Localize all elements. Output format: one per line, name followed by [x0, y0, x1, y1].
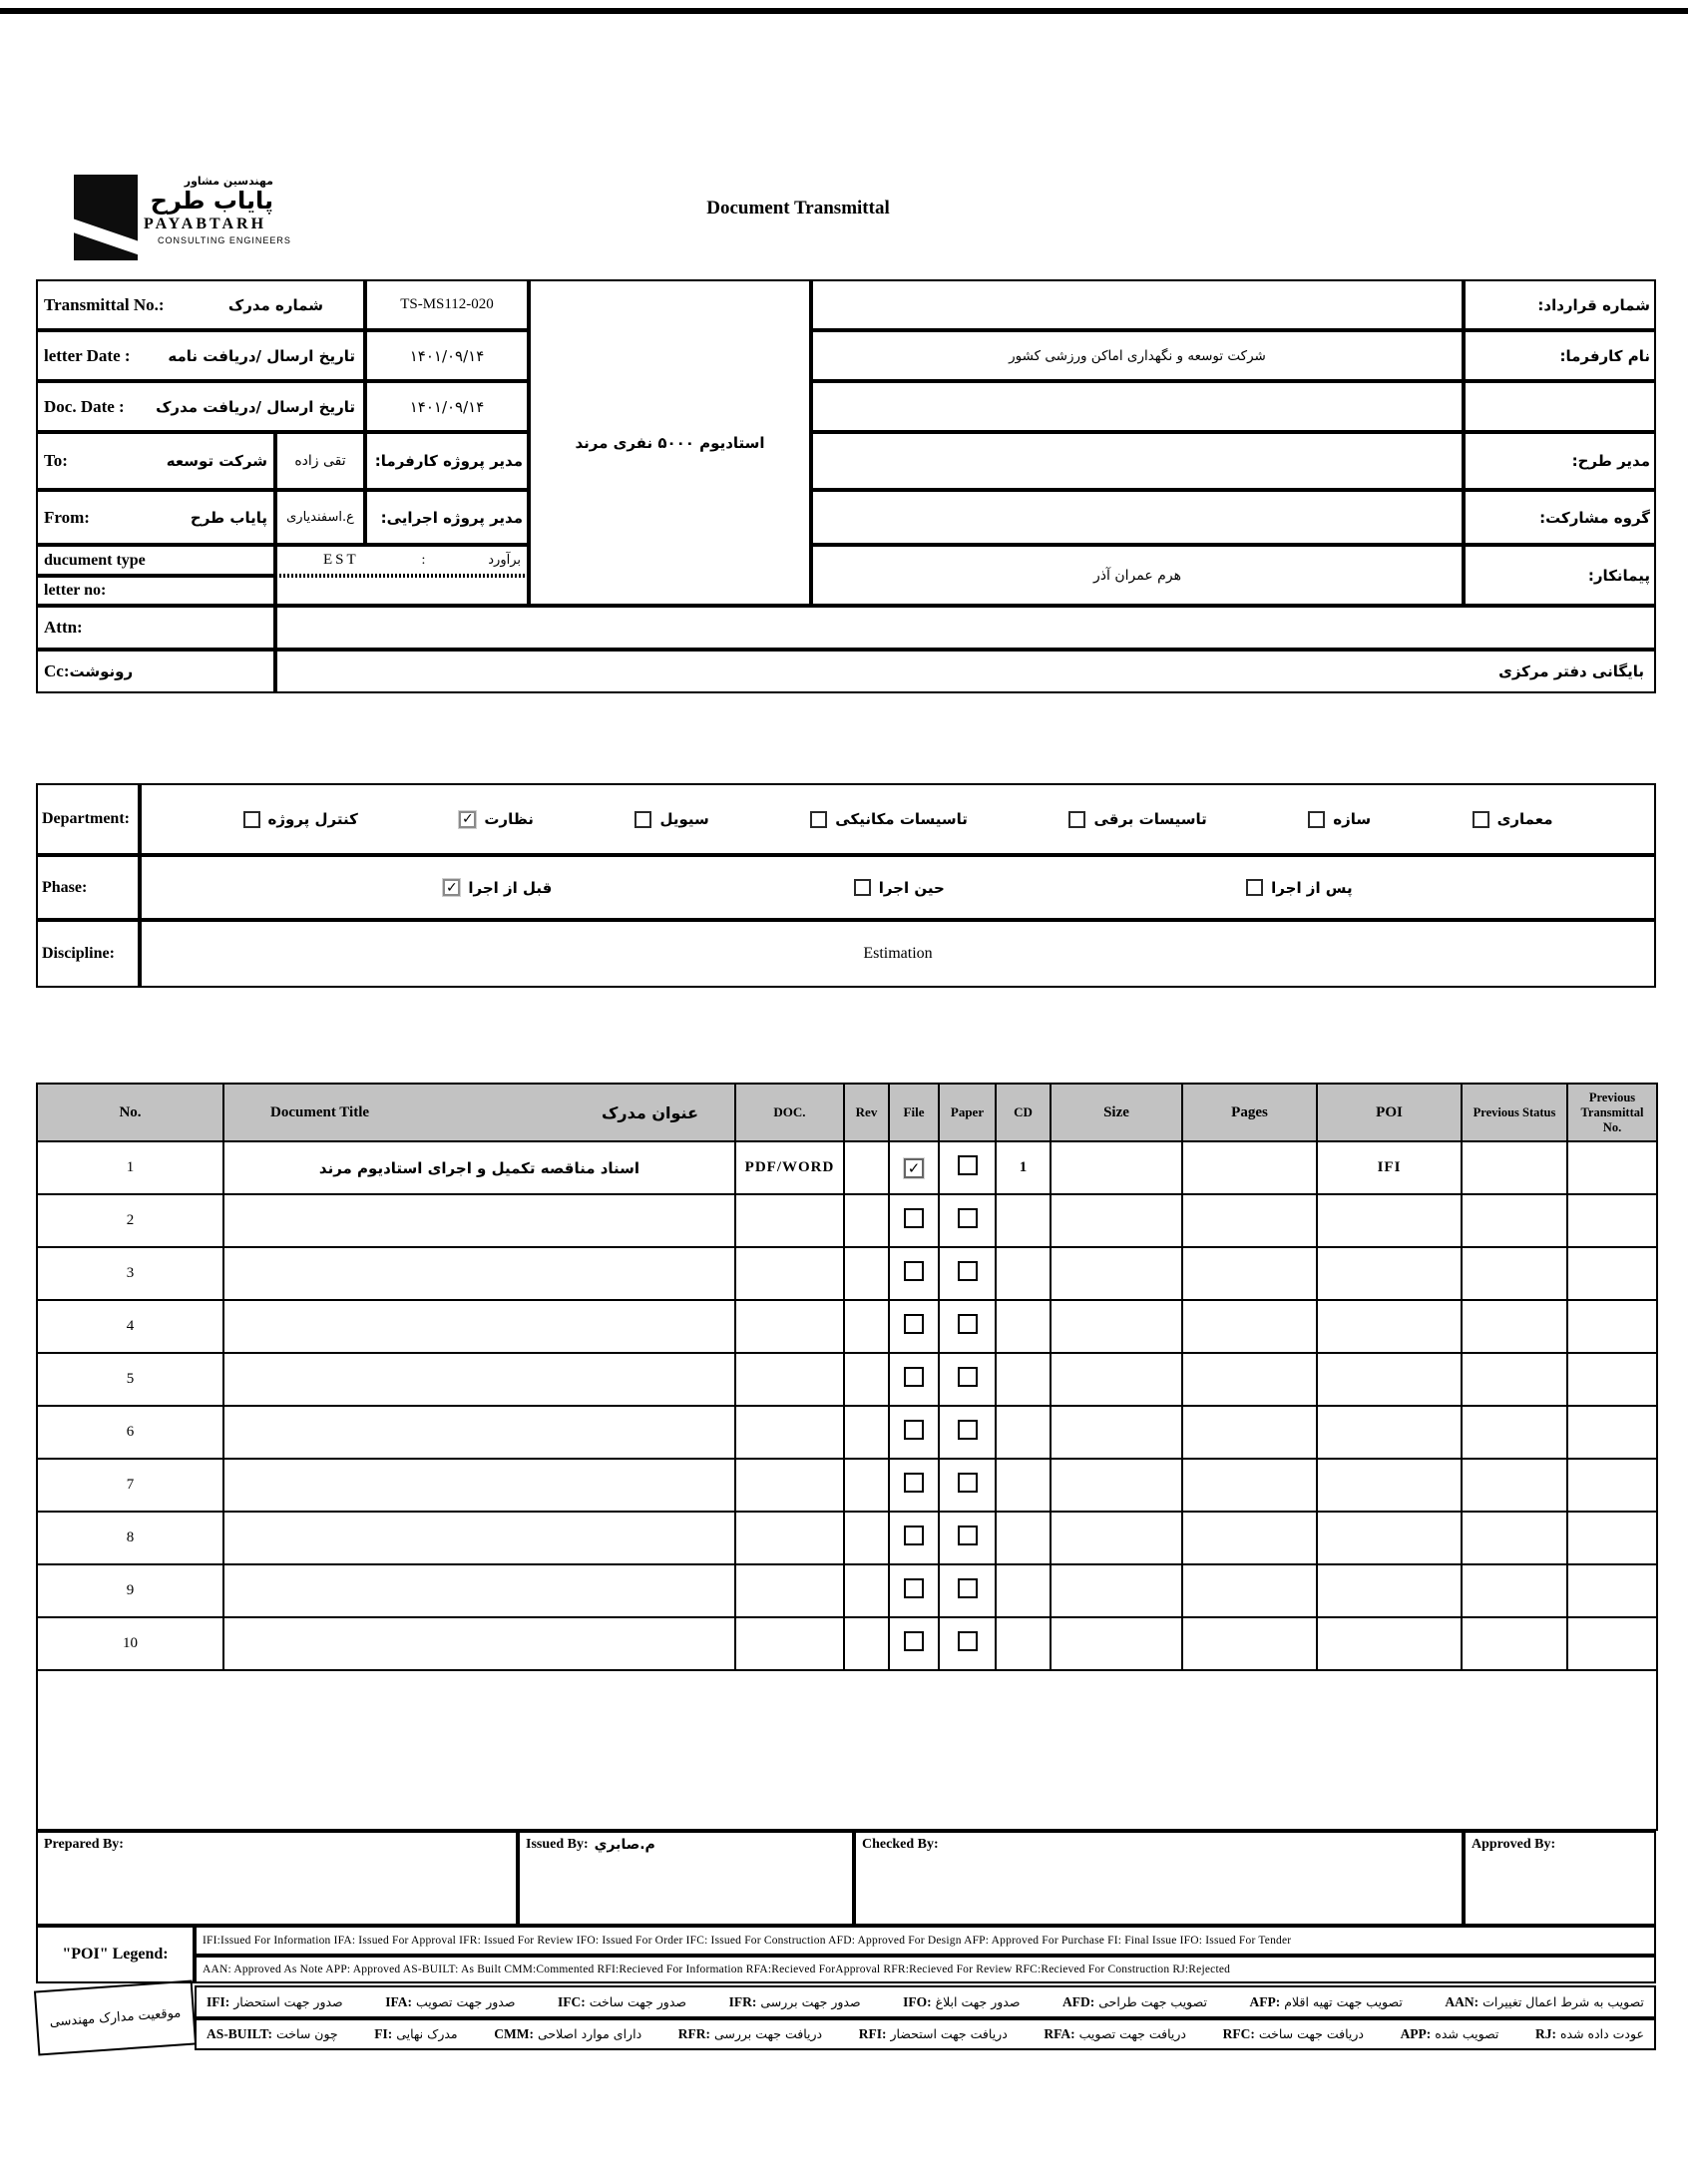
- paper-checkbox[interactable]: [958, 1473, 978, 1493]
- doc-date-label-en: Doc. Date :: [44, 396, 125, 416]
- cell-title: [223, 1459, 735, 1512]
- cell-paper: [939, 1406, 996, 1459]
- cell-no: 1: [37, 1141, 223, 1194]
- department-checkbox[interactable]: ✓: [459, 811, 476, 828]
- table-empty-block-row: [37, 1670, 1657, 1830]
- phase-option: [854, 879, 945, 897]
- cell-prev-status: [1462, 1141, 1567, 1194]
- cell-cd: [996, 1617, 1051, 1670]
- cell-file: [889, 1617, 939, 1670]
- cell-paper: [939, 1564, 996, 1617]
- poi-legend-fa-item: RJ: عودت داده شده: [1534, 2026, 1644, 2041]
- discipline-label-cell: Discipline:: [36, 920, 140, 988]
- department-label: نظارت: [484, 810, 534, 828]
- cell-size: [1051, 1194, 1182, 1247]
- department-label: تاسیسات مکانیکی: [835, 810, 968, 828]
- document-table-row: [37, 1406, 1657, 1459]
- cell-prev-status: [1462, 1512, 1567, 1564]
- phase-label: قبل از اجرا: [468, 878, 553, 897]
- letter-no-label-cell: letter no:: [36, 576, 275, 606]
- client-label: نام کارفرما:: [1464, 330, 1656, 381]
- contractor-label: پیمانکار:: [1464, 545, 1656, 606]
- cell-size: [1051, 1247, 1182, 1300]
- paper-checkbox[interactable]: [958, 1155, 978, 1175]
- cell-poi: [1317, 1459, 1462, 1512]
- issued-by-value: م.صابري: [594, 1837, 655, 1853]
- cell-prev-status: [1462, 1459, 1567, 1512]
- document-table-row: [37, 1459, 1657, 1512]
- phase-option: [443, 879, 552, 897]
- phase-label: پس از اجرا: [1271, 878, 1353, 897]
- col-prev-transmittal: Previous Transmittal No.: [1567, 1084, 1657, 1141]
- col-no: No.: [37, 1084, 223, 1141]
- col-title-fa: عنوان مدرک: [602, 1102, 698, 1122]
- from-label: From:: [44, 507, 90, 527]
- department-checkbox[interactable]: [243, 811, 260, 828]
- cell-rev: [844, 1512, 889, 1564]
- poi-legend-fa-item: IFC: صدور جهت ساخت: [558, 1993, 687, 2009]
- cell-no: 3: [37, 1247, 223, 1300]
- poi-legend-fa-item: AFP: تصویب جهت تهیه اقلام: [1249, 1993, 1403, 2009]
- col-poi: POI: [1317, 1084, 1462, 1141]
- contractor-value: هرم عمران آذر: [811, 545, 1464, 606]
- cell-title: [223, 1512, 735, 1564]
- cell-doc: [735, 1617, 844, 1670]
- doc-date-label-fa: تاریخ ارسال /دریافت مدرک: [156, 397, 355, 416]
- cell-poi: [1317, 1617, 1462, 1670]
- cell-file: [889, 1564, 939, 1617]
- cell-no: 8: [37, 1512, 223, 1564]
- cell-paper: [939, 1617, 996, 1670]
- cell-prev-transmittal: [1567, 1247, 1657, 1300]
- cell-prev-transmittal: [1567, 1617, 1657, 1670]
- document-table-row: [37, 1617, 1657, 1670]
- document-table-row: [37, 1194, 1657, 1247]
- paper-checkbox[interactable]: [958, 1526, 978, 1545]
- cc-label-cell: [36, 650, 275, 693]
- phase-option: [1246, 879, 1352, 897]
- contract-no-value: [811, 279, 1464, 330]
- poi-legend-fa-item: CMM: دارای موارد اصلاحی: [494, 2026, 642, 2041]
- design-manager-label: مدیر طرح:: [1464, 432, 1656, 490]
- cell-no: 6: [37, 1406, 223, 1459]
- cell-doc: [735, 1459, 844, 1512]
- from-cell: [36, 490, 275, 545]
- phase-checkbox[interactable]: [854, 879, 871, 896]
- cell-poi: [1317, 1194, 1462, 1247]
- department-checkbox[interactable]: [1068, 811, 1085, 828]
- cell-no: 2: [37, 1194, 223, 1247]
- classification-table: [36, 783, 1656, 988]
- poi-legend-fa-line2: [195, 2018, 1656, 2050]
- file-checkbox[interactable]: [904, 1367, 924, 1387]
- transmittal-header-table: [36, 279, 1656, 693]
- document-table-row: [37, 1300, 1657, 1353]
- poi-legend-fa-item: AFD: تصویب جهت طراحی: [1062, 1993, 1207, 2009]
- cell-size: [1051, 1300, 1182, 1353]
- payabtarh-logo-icon: [74, 175, 138, 260]
- department-label: سیویل: [659, 810, 709, 828]
- poi-legend-label-cell: "POI" Legend:: [36, 1926, 195, 1983]
- cell-size: [1051, 1406, 1182, 1459]
- cell-size: [1051, 1353, 1182, 1406]
- discipline-value-cell: [140, 920, 1656, 988]
- cell-file: [889, 1512, 939, 1564]
- col-paper: Paper: [939, 1084, 996, 1141]
- cell-title: [223, 1353, 735, 1406]
- cell-pages: [1182, 1406, 1317, 1459]
- col-doc: DOC.: [735, 1084, 844, 1141]
- phase-label: حین اجرا: [878, 878, 945, 897]
- attn-value-cell: [275, 606, 1656, 650]
- paper-checkbox[interactable]: [958, 1578, 978, 1598]
- cell-rev: [844, 1617, 889, 1670]
- logo-subtitle-fa: مهندسین مشاور: [184, 175, 273, 188]
- cell-cd: [996, 1512, 1051, 1564]
- cell-doc: [735, 1353, 844, 1406]
- cell-pages: [1182, 1141, 1317, 1194]
- document-table-row: [37, 1141, 1657, 1194]
- cell-paper: [939, 1247, 996, 1300]
- prepared-by-cell: Prepared By:: [36, 1831, 518, 1926]
- partnership-label: گروه مشارکت:: [1464, 490, 1656, 545]
- cell-file: [889, 1406, 939, 1459]
- cell-poi: [1317, 1300, 1462, 1353]
- department-option: [634, 810, 708, 828]
- from-value: پایاب طرح: [190, 508, 267, 527]
- to-role-label: مدیر پروژه کارفرما:: [365, 432, 529, 490]
- cell-size: [1051, 1617, 1182, 1670]
- cell-paper: [939, 1141, 996, 1194]
- cell-size: [1051, 1564, 1182, 1617]
- design-manager-value: [811, 432, 1464, 490]
- cell-pages: [1182, 1564, 1317, 1617]
- cell-doc: [735, 1194, 844, 1247]
- cell-prev-transmittal: [1567, 1141, 1657, 1194]
- file-checkbox[interactable]: [904, 1473, 924, 1493]
- document-table-header-row: [37, 1084, 1657, 1141]
- doc-type-fa: برآورد: [488, 553, 521, 568]
- document-table-row: [37, 1512, 1657, 1564]
- cell-cd: [996, 1247, 1051, 1300]
- department-label: تاسیسات برقی: [1093, 810, 1207, 828]
- cell-rev: [844, 1141, 889, 1194]
- letter-no-value-cell: [275, 576, 529, 606]
- poi-legend-fa-item: AAN: تصویب به شرط اعمال تغییرات: [1445, 1993, 1644, 2009]
- cell-prev-transmittal: [1567, 1194, 1657, 1247]
- document-table-row: [37, 1564, 1657, 1617]
- cell-pages: [1182, 1617, 1317, 1670]
- partnership-value: [811, 490, 1464, 545]
- page-title: Document Transmittal: [706, 198, 890, 218]
- from-person: ع.اسفندیاری: [275, 490, 365, 545]
- poi-legend-fa-table: [36, 1985, 1656, 2050]
- to-cell: [36, 432, 275, 490]
- doc-type-value-cell: [275, 545, 529, 576]
- department-option: [243, 810, 358, 828]
- cell-rev: [844, 1353, 889, 1406]
- cell-prev-transmittal: [1567, 1300, 1657, 1353]
- cell-rev: [844, 1564, 889, 1617]
- poi-legend-fa-item: RFA: دریافت جهت تصویب: [1044, 2026, 1186, 2041]
- approved-by-cell: Approved By:: [1464, 1831, 1656, 1926]
- paper-checkbox[interactable]: [958, 1314, 978, 1334]
- cell-prev-status: [1462, 1564, 1567, 1617]
- cell-paper: [939, 1353, 996, 1406]
- poi-legend-fa-item: IFI: صدور جهت استحضار: [207, 1993, 343, 2009]
- cell-size: [1051, 1459, 1182, 1512]
- contract-no-label: شماره قرارداد:: [1464, 279, 1656, 330]
- cell-rev: [844, 1459, 889, 1512]
- department-option: [810, 810, 968, 828]
- cell-paper: [939, 1512, 996, 1564]
- phase-label-cell: Phase:: [36, 855, 140, 920]
- project-name-cell: استادیوم ۵۰۰۰ نفری مرند: [529, 279, 811, 606]
- doc-type-label-cell: ducument type: [36, 545, 275, 576]
- letter-date-value: ۱۴۰۱/۰۹/۱۴: [365, 330, 529, 381]
- cell-file: [889, 1353, 939, 1406]
- col-size: Size: [1051, 1084, 1182, 1141]
- cc-label-en: Cc:: [44, 661, 70, 680]
- cell-cd: [996, 1459, 1051, 1512]
- cell-paper: [939, 1300, 996, 1353]
- cell-title: [223, 1617, 735, 1670]
- file-checkbox[interactable]: [904, 1420, 924, 1440]
- cell-prev-transmittal: [1567, 1459, 1657, 1512]
- cell-poi: [1317, 1406, 1462, 1459]
- cell-title: [223, 1564, 735, 1617]
- cell-pages: [1182, 1247, 1317, 1300]
- cell-cd: [996, 1564, 1051, 1617]
- cell-rev: [844, 1194, 889, 1247]
- transmittal-no-label-cell: [36, 279, 365, 330]
- cc-value-cell: بایگانی دفتر مرکزی: [275, 650, 1656, 693]
- cell-doc: [735, 1300, 844, 1353]
- cell-no: 9: [37, 1564, 223, 1617]
- file-checkbox[interactable]: [904, 1578, 924, 1598]
- doc-type-colon: :: [421, 552, 426, 568]
- cell-cd: [996, 1406, 1051, 1459]
- cell-prev-status: [1462, 1617, 1567, 1670]
- cell-pages: [1182, 1353, 1317, 1406]
- cell-prev-status: [1462, 1406, 1567, 1459]
- client-value: شرکت توسعه و نگهداری اماکن ورزشی کشور: [811, 330, 1464, 381]
- letter-date-label-en: letter Date :: [44, 345, 131, 365]
- cell-title: [223, 1247, 735, 1300]
- transmittal-no-value: TS-MS112-020: [365, 279, 529, 330]
- company-logo: [74, 175, 291, 260]
- cell-prev-transmittal: [1567, 1353, 1657, 1406]
- cell-size: [1051, 1141, 1182, 1194]
- poi-legend-fa-item: APP: تصویب شده: [1400, 2026, 1499, 2041]
- document-list-table: [36, 1083, 1658, 1831]
- paper-checkbox[interactable]: [958, 1631, 978, 1651]
- cell-prev-status: [1462, 1247, 1567, 1300]
- file-checkbox[interactable]: [904, 1526, 924, 1545]
- cell-file: [889, 1300, 939, 1353]
- cell-title: [223, 1300, 735, 1353]
- department-option: [1308, 810, 1371, 828]
- poi-legend-fa-item: IFA: صدور جهت تصویب: [385, 1993, 516, 2009]
- paper-checkbox[interactable]: [958, 1261, 978, 1281]
- poi-legend-fa-item: IFR: صدور جهت بررسی: [728, 1993, 861, 2009]
- cell-no: 10: [37, 1617, 223, 1670]
- poi-legend-fa-item: RFR: دریافت جهت بررسی: [677, 2026, 823, 2041]
- document-table-row: [37, 1353, 1657, 1406]
- cell-size: [1051, 1512, 1182, 1564]
- department-checkbox[interactable]: [1308, 811, 1325, 828]
- cell-no: 4: [37, 1300, 223, 1353]
- scan-edge-line: [0, 8, 1688, 14]
- doc-type-value: EST: [323, 552, 359, 568]
- cell-doc: [735, 1512, 844, 1564]
- cell-rev: [844, 1300, 889, 1353]
- cell-pages: [1182, 1512, 1317, 1564]
- to-value: شرکت توسعه: [166, 452, 267, 470]
- department-checkbox[interactable]: [810, 811, 827, 828]
- cell-rev: [844, 1247, 889, 1300]
- cell-cd: 1: [996, 1141, 1051, 1194]
- cell-doc: [735, 1247, 844, 1300]
- cell-paper: [939, 1459, 996, 1512]
- poi-legend-en-line1: IFI:Issued For Information IFA: Issued For Approval IFR: Issued For Review IFO: Issued For Order IFC: Issued For Construction AFD: Approved For Design AFP: Approved For Purchase FI: Final Issue IFO: Issued For Tender: [195, 1926, 1656, 1956]
- cell-pages: [1182, 1194, 1317, 1247]
- logo-name-en: PAYABTARH: [144, 216, 267, 233]
- attn-label-cell: Attn:: [36, 606, 275, 650]
- poi-legend-en-line2: AAN: Approved As Note APP: Approved AS-BUILT: As Built CMM:Commented RFI:Recieved For Information RFA:Recieved ForApproval RFR:Recieved For Review RFC:Recieved For Construction RJ:Rejected: [195, 1956, 1656, 1983]
- table-empty-block: [37, 1670, 1657, 1830]
- transmittal-no-label-en: Transmittal No.:: [44, 294, 165, 314]
- department-checkbox[interactable]: [1473, 811, 1489, 828]
- col-title: Document Title عنوان مدرک: [223, 1084, 735, 1141]
- col-pages: Pages: [1182, 1084, 1317, 1141]
- file-checkbox[interactable]: [904, 1631, 924, 1651]
- department-option: [1068, 810, 1206, 828]
- phase-options-cell: [140, 855, 1656, 920]
- cell-file: [889, 1141, 939, 1194]
- department-checkbox[interactable]: [634, 811, 651, 828]
- department-label: سازه: [1333, 810, 1372, 828]
- cell-cd: [996, 1194, 1051, 1247]
- col-prev-status: Previous Status: [1462, 1084, 1567, 1141]
- cell-pages: [1182, 1300, 1317, 1353]
- discipline-value: Estimation: [863, 945, 933, 962]
- paper-checkbox[interactable]: [958, 1367, 978, 1387]
- cell-poi: [1317, 1247, 1462, 1300]
- to-person: تقی زاده: [275, 432, 365, 490]
- poi-legend-fa-label-cell: موقعیت مدارک مهندسی: [34, 1980, 197, 2056]
- signature-row: [36, 1831, 1656, 1926]
- logo-name-fa: پایاب طرح: [150, 187, 273, 215]
- file-checkbox[interactable]: [904, 1261, 924, 1281]
- cell-title: [223, 1406, 735, 1459]
- phase-checkbox[interactable]: ✓: [443, 879, 460, 896]
- col-file: File: [889, 1084, 939, 1141]
- empty-label-row: [1464, 381, 1656, 432]
- transmittal-no-label-fa: شماره مدرک: [227, 295, 323, 314]
- doc-date-label-cell: [36, 381, 365, 432]
- department-options-cell: [140, 783, 1656, 855]
- poi-legend-fa-item: RFI: دریافت جهت استحضار: [858, 2026, 1008, 2041]
- department-option: [459, 810, 534, 828]
- file-checkbox[interactable]: [904, 1314, 924, 1334]
- letter-date-label-cell: [36, 330, 365, 381]
- cell-cd: [996, 1353, 1051, 1406]
- checked-by-cell: Checked By:: [854, 1831, 1464, 1926]
- poi-legend-fa-item: RFC: دریافت جهت ساخت: [1222, 2026, 1364, 2041]
- cell-prev-transmittal: [1567, 1406, 1657, 1459]
- poi-legend-table: [36, 1926, 1656, 1983]
- department-label: معماری: [1496, 810, 1553, 828]
- col-rev: Rev: [844, 1084, 889, 1141]
- cell-paper: [939, 1194, 996, 1247]
- poi-legend-fa-item: AS-BUILT: چون ساخت: [207, 2026, 338, 2041]
- cell-poi: [1317, 1564, 1462, 1617]
- doc-date-value: ۱۴۰۱/۰۹/۱۴: [365, 381, 529, 432]
- cell-doc: PDF/WORD: [735, 1141, 844, 1194]
- file-checkbox[interactable]: ✓: [904, 1158, 924, 1178]
- cell-rev: [844, 1406, 889, 1459]
- cell-no: 5: [37, 1353, 223, 1406]
- cell-doc: [735, 1564, 844, 1617]
- cell-poi: IFI: [1317, 1141, 1462, 1194]
- to-label: To:: [44, 451, 68, 470]
- cell-poi: [1317, 1353, 1462, 1406]
- cell-doc: [735, 1406, 844, 1459]
- file-checkbox[interactable]: [904, 1208, 924, 1228]
- poi-legend-fa-item: IFO: صدور جهت ابلاغ: [903, 1993, 1021, 2009]
- document-table-row: [37, 1247, 1657, 1300]
- empty-value-row: [811, 381, 1464, 432]
- issued-by-cell: Issued By: م.صابري: [518, 1831, 854, 1926]
- cell-no: 7: [37, 1459, 223, 1512]
- cell-title: [223, 1194, 735, 1247]
- cell-cd: [996, 1300, 1051, 1353]
- cc-label-fa: رونوشت: [69, 662, 134, 680]
- from-role-label: مدیر پروژه اجرایی:: [365, 490, 529, 545]
- paper-checkbox[interactable]: [958, 1420, 978, 1440]
- poi-legend-fa-line1: [195, 1985, 1656, 2018]
- cell-prev-transmittal: [1567, 1512, 1657, 1564]
- department-label: کنترل پروژه: [267, 810, 358, 828]
- col-cd: CD: [996, 1084, 1051, 1141]
- cell-file: [889, 1194, 939, 1247]
- cell-prev-status: [1462, 1194, 1567, 1247]
- department-option: [1473, 810, 1553, 828]
- cell-title: اسناد مناقصه تکمیل و اجرای استادیوم مرند: [223, 1141, 735, 1194]
- phase-checkbox[interactable]: [1246, 879, 1263, 896]
- letter-date-label-fa: تاریخ ارسال /دریافت نامه: [168, 346, 355, 365]
- cell-prev-status: [1462, 1300, 1567, 1353]
- cell-file: [889, 1459, 939, 1512]
- cell-pages: [1182, 1459, 1317, 1512]
- department-label-cell: Department:: [36, 783, 140, 855]
- cell-prev-status: [1462, 1353, 1567, 1406]
- cell-prev-transmittal: [1567, 1564, 1657, 1617]
- cell-file: [889, 1247, 939, 1300]
- logo-subtitle-en: CONSULTING ENGINEERS: [158, 235, 291, 246]
- poi-legend-fa-item: FI: مدرک نهایی: [374, 2026, 458, 2041]
- cell-poi: [1317, 1512, 1462, 1564]
- paper-checkbox[interactable]: [958, 1208, 978, 1228]
